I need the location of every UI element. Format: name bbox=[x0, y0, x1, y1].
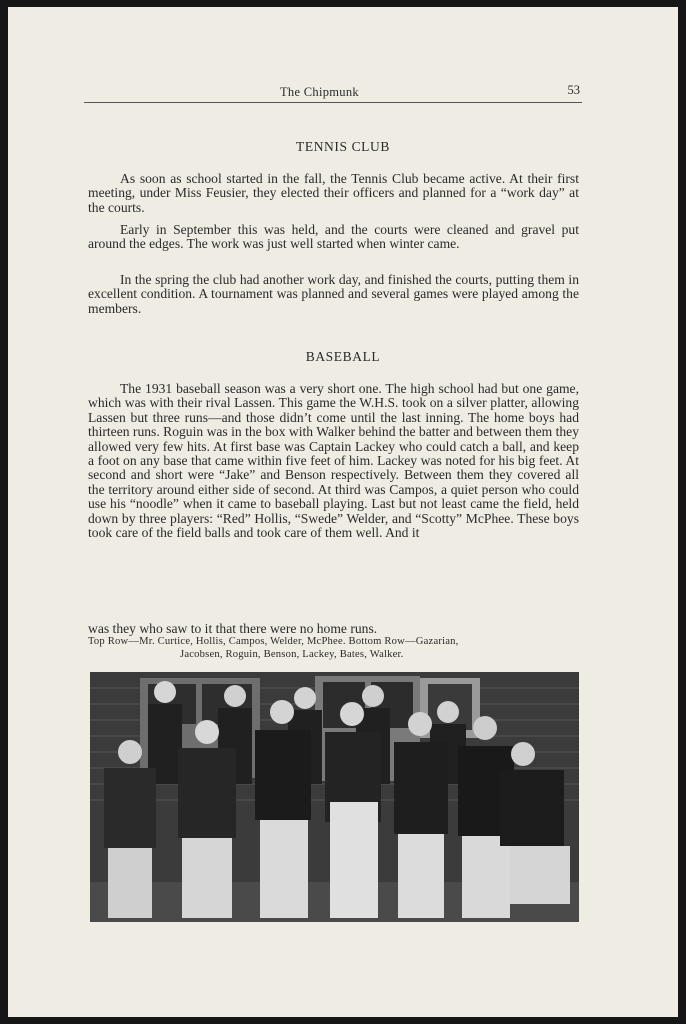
photo-caption-line-1: Top Row—Mr. Curtice, Hollis, Campos, Welder, McPhee. Bottom Row—Gazarian, bbox=[88, 636, 459, 647]
baseball-heading: BASEBALL bbox=[305, 349, 381, 364]
header-rule bbox=[84, 102, 582, 103]
page-number: 53 bbox=[567, 83, 580, 97]
running-header bbox=[84, 83, 582, 107]
tennis-paragraph-2: Early in September this was held, and the courts were cleaned and gravel put around the edges. The work was just well started when winter came. bbox=[88, 222, 579, 252]
yearbook-page bbox=[8, 7, 678, 1017]
tennis-heading: TENNIS CLUB bbox=[296, 139, 390, 154]
tennis-paragraph-1: As soon as school started in the fall, the Tennis Club became active. At their first meeting, under Miss Feusier, they elected their officers and planned for a “work day” at the courts. bbox=[88, 171, 579, 215]
tennis-paragraph-3: In the spring the club had another work day, and finished the courts, putting them in excellent condition. A tournament was planned and several games were played among the members. bbox=[88, 272, 579, 316]
running-title: The Chipmunk bbox=[280, 85, 359, 99]
baseball-continuation: was they who saw to it that there were no home runs. bbox=[88, 621, 378, 636]
photo-caption-line-2: Jacobsen, Roguin, Benson, Lackey, Bates, Walker. bbox=[180, 649, 404, 660]
team-photo-image bbox=[90, 672, 579, 922]
baseball-paragraph: The 1931 baseball season was a very short one. The high school had but one game, which was with their rival Lassen. This game the W.H.S. took on a silver platter, allowing Lassen but three runs—and those didn’t come until the last inning. The home boys had thirteen runs. Roguin was in the box with Walker behind the batter and between them they allowed very few hits. At first base was Captain Lackey who could catch a ball, and keep a foot on any base that came within five feet of him. Lackey was noted for his big feet. At second and short were “Jake” and Benson respectively. Between them they covered all the territory around either side of second. At third was Campos, a quiet person who could use his “noodle” when it came to baseball playing. Last but not least came the field, held down by three players: “Red” Hollis, “Swede” Welder, and “Scotty” McPhee. These boys took care of the field balls and took care of them well. And it bbox=[88, 381, 579, 541]
team-photo bbox=[90, 672, 579, 922]
